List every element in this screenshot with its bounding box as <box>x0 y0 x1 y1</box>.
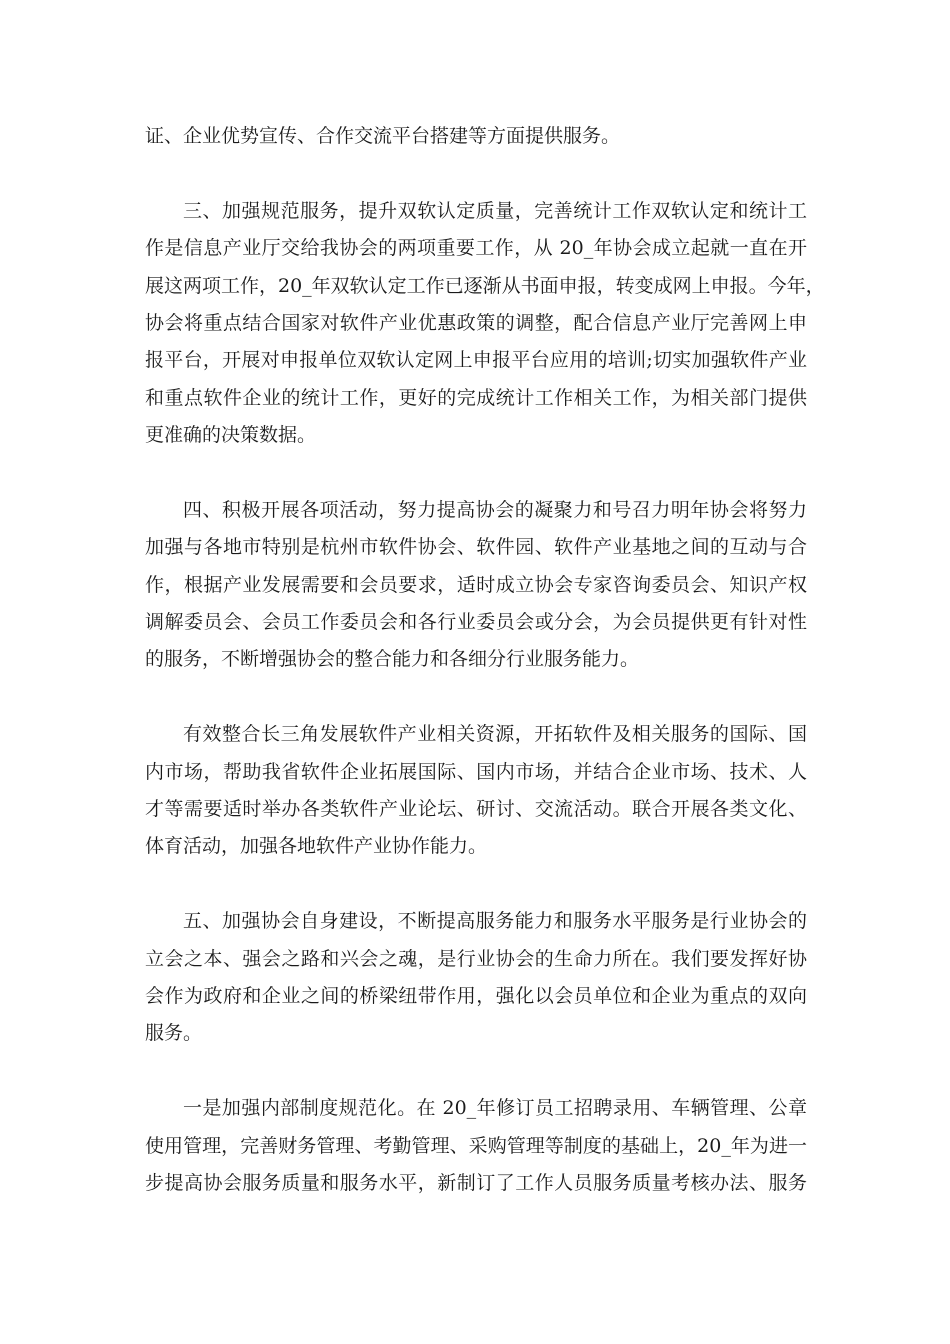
text-line: 内市场，帮助我省软件企业拓展国际、国内市场，并结合企业市场、技术、人 <box>145 760 807 783</box>
paragraph-section-3 <box>145 193 825 455</box>
text-line: 更准确的决策数据。 <box>145 424 317 447</box>
text-line: 作，根据产业发展需要和会员要求，适时成立协会专家咨询委员会、知识产权 <box>145 573 807 596</box>
text-line: 报平台，开展对申报单位双软认定网上申报平台应用的培训;切实加强软件产业 <box>145 349 807 372</box>
paragraph-section-5 <box>145 903 807 1053</box>
text-line: 和重点软件企业的统计工作，更好的完成统计工作相关工作，为相关部门提供 <box>145 386 807 409</box>
text-line: 体育活动，加强各地软件产业协作能力。 <box>145 835 488 858</box>
text-line: 五、加强协会自身建设，不断提高服务能力和服务水平服务是行业协会的 <box>183 910 807 933</box>
paragraph-gap <box>145 155 807 192</box>
paragraph-gap <box>145 455 807 492</box>
text-line: 立会之本、强会之路和兴会之魂，是行业协会的生命力所在。我们要发挥好协 <box>145 947 807 970</box>
text-line: 步提高协会服务质量和服务水平，新制订了工作人员服务质量考核办法、服务 <box>145 1171 807 1194</box>
text-line: 会作为政府和企业之间的桥梁纽带作用，强化以会员单位和企业为重点的双向 <box>145 984 807 1007</box>
text-line: 展这两项工作，20_年双软认定工作已逐渐从书面申报，转变成网上申报。今年， <box>145 274 825 297</box>
text-line: 四、积极开展各项活动，努力提高协会的凝聚力和号召力明年协会将努力 <box>183 498 807 521</box>
text-line: 协会将重点结合国家对软件产业优惠政策的调整，配合信息产业厅完善网上申 <box>145 311 807 334</box>
paragraph-continued <box>145 118 807 155</box>
paragraph-gap <box>145 1053 807 1090</box>
text-line: 服务。 <box>145 1022 203 1045</box>
text-line: 一是加强内部制度规范化。在 20_年修订员工招聘录用、车辆管理、公章 <box>183 1097 807 1120</box>
text-line: 作是信息产业厅交给我协会的两项重要工作，从 20_年协会成立起就一直在开 <box>145 237 807 260</box>
text-line: 加强与各地市特别是杭州市软件协会、软件园、软件产业基地之间的互动与合 <box>145 536 807 559</box>
text-line: 证、企业优势宣传、合作交流平台搭建等方面提供服务。 <box>145 125 621 147</box>
paragraph-gap <box>145 866 807 903</box>
text-line: 才等需要适时举办各类软件产业论坛、研讨、交流活动。联合开展各类文化、 <box>145 798 807 821</box>
paragraph-gap <box>145 679 807 716</box>
document-body <box>145 118 825 1202</box>
paragraph-first-item <box>145 1090 807 1202</box>
text-line: 使用管理，完善财务管理、考勤管理、采购管理等制度的基础上，20_年为进一 <box>145 1134 807 1157</box>
text-line: 的服务，不断增强协会的整合能力和各细分行业服务能力。 <box>145 648 640 671</box>
paragraph-section-4 <box>145 492 807 679</box>
text-line: 三、加强规范服务，提升双软认定质量，完善统计工作双软认定和统计工 <box>183 199 807 222</box>
text-line: 有效整合长三角发展软件产业相关资源，开拓软件及相关服务的国际、国 <box>183 723 807 746</box>
paragraph-yangtze <box>145 716 807 866</box>
text-line: 调解委员会、会员工作委员会和各行业委员会或分会，为会员提供更有针对性 <box>145 611 807 634</box>
